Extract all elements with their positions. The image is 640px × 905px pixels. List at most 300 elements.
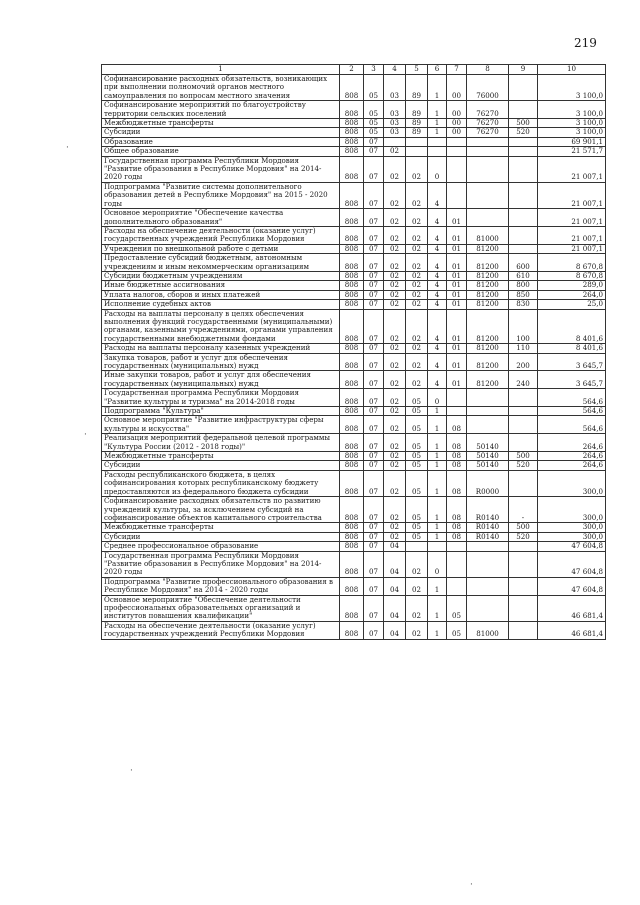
row-code: 500 bbox=[509, 523, 538, 532]
row-amount: 47 604,8 bbox=[538, 577, 606, 595]
row-code bbox=[467, 182, 509, 208]
table-row bbox=[102, 532, 606, 541]
row-code: 01 bbox=[447, 244, 467, 253]
row-code: 02 bbox=[406, 551, 428, 577]
row-code: 04 bbox=[384, 621, 406, 639]
row-code: 610 bbox=[509, 271, 538, 280]
row-code bbox=[509, 621, 538, 639]
table-row bbox=[102, 497, 606, 523]
row-code: 02 bbox=[384, 389, 406, 407]
row-code: 07 bbox=[364, 353, 384, 371]
row-amount: 264,0 bbox=[538, 290, 606, 299]
row-code: 08 bbox=[447, 497, 467, 523]
row-code: 04 bbox=[384, 551, 406, 577]
row-code: 1 bbox=[428, 577, 447, 595]
row-code: 520 bbox=[509, 461, 538, 470]
table-row bbox=[102, 416, 606, 434]
row-code: 05 bbox=[406, 407, 428, 416]
row-code: 100 bbox=[509, 309, 538, 344]
row-code: 808 bbox=[340, 226, 364, 244]
row-code: 81200 bbox=[467, 344, 509, 353]
row-code: 02 bbox=[406, 577, 428, 595]
row-code: 4 bbox=[428, 226, 447, 244]
column-header: 5 bbox=[406, 65, 428, 75]
row-code bbox=[467, 595, 509, 621]
row-code: 05 bbox=[406, 416, 428, 434]
table-row bbox=[102, 244, 606, 253]
row-code bbox=[467, 137, 509, 146]
row-code: 02 bbox=[406, 271, 428, 280]
row-code: 1 bbox=[428, 128, 447, 137]
row-code: 808 bbox=[340, 523, 364, 532]
row-code: 02 bbox=[384, 407, 406, 416]
row-code: 02 bbox=[384, 434, 406, 452]
row-code: 01 bbox=[447, 226, 467, 244]
row-code: 07 bbox=[364, 209, 384, 227]
row-code: 4 bbox=[428, 244, 447, 253]
row-code: 81000 bbox=[467, 621, 509, 639]
row-name: Иные бюджетные ассигнования bbox=[102, 281, 340, 290]
row-amount: 46 681,4 bbox=[538, 621, 606, 639]
row-name: Основное мероприятие "Развитие инфраструктуры сферы культуры и искусства" bbox=[102, 416, 340, 434]
row-code: 01 bbox=[447, 300, 467, 309]
scan-mark: · bbox=[84, 430, 87, 440]
row-code: 4 bbox=[428, 290, 447, 299]
table-row bbox=[102, 470, 606, 496]
row-code: 02 bbox=[384, 353, 406, 371]
row-code: 00 bbox=[447, 75, 467, 101]
row-code: 00 bbox=[447, 128, 467, 137]
row-code: 808 bbox=[340, 551, 364, 577]
row-code: 1 bbox=[428, 101, 447, 119]
row-code: 4 bbox=[428, 344, 447, 353]
budget-table bbox=[101, 64, 606, 640]
row-code: 1 bbox=[428, 497, 447, 523]
row-code: 01 bbox=[447, 309, 467, 344]
row-code: 4 bbox=[428, 300, 447, 309]
row-code: 1 bbox=[428, 407, 447, 416]
row-code: 808 bbox=[340, 128, 364, 137]
row-code: 05 bbox=[364, 119, 384, 128]
row-code: 05 bbox=[406, 452, 428, 461]
table-row bbox=[102, 119, 606, 128]
row-name: Подпрограмма "Развитие профессионального образования в Республике Мордовия" на 2014 - 2020 годы bbox=[102, 577, 340, 595]
row-code: 81200 bbox=[467, 300, 509, 309]
row-amount: 264,6 bbox=[538, 461, 606, 470]
row-amount: 300,0 bbox=[538, 497, 606, 523]
row-code: 07 bbox=[364, 271, 384, 280]
row-code: 81200 bbox=[467, 254, 509, 272]
row-code: 08 bbox=[447, 434, 467, 452]
table-row bbox=[102, 434, 606, 452]
row-code: 808 bbox=[340, 532, 364, 541]
row-code: 81200 bbox=[467, 371, 509, 389]
row-code: 05 bbox=[406, 461, 428, 470]
row-code bbox=[447, 407, 467, 416]
row-code: 08 bbox=[447, 470, 467, 496]
row-code: 02 bbox=[406, 371, 428, 389]
row-code: 07 bbox=[364, 416, 384, 434]
row-name: Образование bbox=[102, 137, 340, 146]
row-code: 4 bbox=[428, 309, 447, 344]
row-code: 01 bbox=[447, 281, 467, 290]
row-code: 07 bbox=[364, 577, 384, 595]
row-code: 02 bbox=[406, 244, 428, 253]
table-row bbox=[102, 209, 606, 227]
column-header: 9 bbox=[509, 65, 538, 75]
column-header: 10 bbox=[538, 65, 606, 75]
row-code: 1 bbox=[428, 470, 447, 496]
row-code: 81200 bbox=[467, 309, 509, 344]
row-amount: 21 007,1 bbox=[538, 244, 606, 253]
row-code: 808 bbox=[340, 621, 364, 639]
row-amount: 564,6 bbox=[538, 407, 606, 416]
row-code: 04 bbox=[384, 542, 406, 551]
row-code: 02 bbox=[384, 290, 406, 299]
row-code: 0 bbox=[428, 551, 447, 577]
row-code: 89 bbox=[406, 128, 428, 137]
row-code: 01 bbox=[447, 254, 467, 272]
row-code: 800 bbox=[509, 281, 538, 290]
row-code: 07 bbox=[364, 309, 384, 344]
row-code: 07 bbox=[364, 532, 384, 541]
table-row bbox=[102, 452, 606, 461]
row-code: 1 bbox=[428, 452, 447, 461]
row-code: 1 bbox=[428, 532, 447, 541]
row-code: 1 bbox=[428, 434, 447, 452]
row-code: 808 bbox=[340, 344, 364, 353]
row-code: 02 bbox=[384, 309, 406, 344]
row-code: R0000 bbox=[467, 470, 509, 496]
scan-mark: · bbox=[66, 143, 69, 153]
row-amount: 300,0 bbox=[538, 470, 606, 496]
table-row bbox=[102, 595, 606, 621]
row-code: 808 bbox=[340, 452, 364, 461]
row-code bbox=[428, 542, 447, 551]
row-code: 05 bbox=[447, 621, 467, 639]
row-amount: 47 604,8 bbox=[538, 551, 606, 577]
row-code: 01 bbox=[447, 353, 467, 371]
row-code: 08 bbox=[447, 523, 467, 532]
row-code: 07 bbox=[364, 470, 384, 496]
row-code: 02 bbox=[406, 621, 428, 639]
row-code: 50140 bbox=[467, 452, 509, 461]
row-code: 02 bbox=[384, 209, 406, 227]
table-row bbox=[102, 371, 606, 389]
row-amount: 25,0 bbox=[538, 300, 606, 309]
row-code bbox=[509, 595, 538, 621]
row-code: 03 bbox=[384, 119, 406, 128]
row-amount: 564,6 bbox=[538, 389, 606, 407]
row-code: 07 bbox=[364, 497, 384, 523]
row-code: 520 bbox=[509, 128, 538, 137]
table-row bbox=[102, 101, 606, 119]
row-code: 1 bbox=[428, 75, 447, 101]
row-code: 02 bbox=[384, 147, 406, 156]
row-code: 02 bbox=[384, 371, 406, 389]
row-code: 02 bbox=[384, 497, 406, 523]
row-code: R0140 bbox=[467, 497, 509, 523]
row-name: Учреждения по внешкольной работе с детьми bbox=[102, 244, 340, 253]
row-code: 81200 bbox=[467, 271, 509, 280]
row-code: 07 bbox=[364, 542, 384, 551]
row-code: 808 bbox=[340, 147, 364, 156]
row-code: 808 bbox=[340, 309, 364, 344]
row-code: 07 bbox=[364, 137, 384, 146]
row-code: 01 bbox=[447, 344, 467, 353]
scan-mark: · bbox=[130, 766, 133, 776]
row-code bbox=[509, 416, 538, 434]
row-amount: 46 681,4 bbox=[538, 595, 606, 621]
row-code: 81000 bbox=[467, 226, 509, 244]
row-amount: 3 645,7 bbox=[538, 371, 606, 389]
row-code: 808 bbox=[340, 353, 364, 371]
row-code: 02 bbox=[406, 344, 428, 353]
row-name: Закупка товаров, работ и услуг для обеспечения государственных (муниципальных) нужд bbox=[102, 353, 340, 371]
row-name: Государственная программа Республики Мордовия "Развитие образования в Республике Мордовия" на 2014-2020 годы bbox=[102, 551, 340, 577]
row-code: 02 bbox=[384, 244, 406, 253]
row-code: 07 bbox=[364, 389, 384, 407]
row-code: 808 bbox=[340, 244, 364, 253]
row-code: 05 bbox=[406, 470, 428, 496]
row-code bbox=[467, 416, 509, 434]
row-code bbox=[509, 182, 538, 208]
row-name: Подпрограмма "Культура" bbox=[102, 407, 340, 416]
row-code: 76000 bbox=[467, 75, 509, 101]
row-code: 03 bbox=[384, 101, 406, 119]
row-code: 808 bbox=[340, 497, 364, 523]
row-code: 808 bbox=[340, 271, 364, 280]
row-code: 02 bbox=[406, 254, 428, 272]
row-code bbox=[509, 156, 538, 182]
row-code: 07 bbox=[364, 290, 384, 299]
row-code: 07 bbox=[364, 621, 384, 639]
row-code bbox=[509, 542, 538, 551]
row-code: 07 bbox=[364, 156, 384, 182]
row-code: 808 bbox=[340, 209, 364, 227]
row-code: 02 bbox=[384, 156, 406, 182]
row-code: 05 bbox=[364, 128, 384, 137]
row-code: 00 bbox=[447, 101, 467, 119]
row-name: Среднее профессиональное образование bbox=[102, 542, 340, 551]
row-code: 07 bbox=[364, 281, 384, 290]
row-amount: 8 401,6 bbox=[538, 344, 606, 353]
table-row bbox=[102, 75, 606, 101]
row-code: 110 bbox=[509, 344, 538, 353]
row-name: Общее образование bbox=[102, 147, 340, 156]
row-code bbox=[428, 137, 447, 146]
row-code bbox=[447, 577, 467, 595]
row-code: - bbox=[509, 497, 538, 523]
row-code bbox=[467, 156, 509, 182]
row-code: 02 bbox=[406, 281, 428, 290]
table-row bbox=[102, 542, 606, 551]
row-code: 808 bbox=[340, 371, 364, 389]
table-row bbox=[102, 389, 606, 407]
row-code: 1 bbox=[428, 119, 447, 128]
row-code: 808 bbox=[340, 389, 364, 407]
table-row bbox=[102, 290, 606, 299]
row-code bbox=[509, 577, 538, 595]
row-name: Основное мероприятие "Обеспечение качества дополнительного образования" bbox=[102, 209, 340, 227]
row-code bbox=[467, 407, 509, 416]
row-code bbox=[447, 137, 467, 146]
row-code: 02 bbox=[406, 156, 428, 182]
row-code bbox=[509, 147, 538, 156]
row-code: 808 bbox=[340, 407, 364, 416]
row-code: R0140 bbox=[467, 532, 509, 541]
row-amount: 3 645,7 bbox=[538, 353, 606, 371]
row-code: 520 bbox=[509, 532, 538, 541]
row-name: Софинансирование мероприятий по благоустройству территории сельских поселений bbox=[102, 101, 340, 119]
row-code bbox=[447, 551, 467, 577]
row-code bbox=[447, 542, 467, 551]
table-row bbox=[102, 182, 606, 208]
table-row bbox=[102, 551, 606, 577]
row-code: 81200 bbox=[467, 353, 509, 371]
row-code: 76270 bbox=[467, 119, 509, 128]
table-row bbox=[102, 577, 606, 595]
row-name: Межбюджетные трансферты bbox=[102, 523, 340, 532]
row-code: 01 bbox=[447, 371, 467, 389]
row-code: 02 bbox=[384, 532, 406, 541]
row-name: Государственная программа Республики Мордовия "Развитие культуры и туризма" на 2014-2018 годы bbox=[102, 389, 340, 407]
row-code: 1 bbox=[428, 523, 447, 532]
row-amount: 21 007,1 bbox=[538, 156, 606, 182]
row-code: 02 bbox=[384, 523, 406, 532]
row-code: 808 bbox=[340, 75, 364, 101]
row-code: 4 bbox=[428, 281, 447, 290]
row-amount: 47 604,8 bbox=[538, 542, 606, 551]
table-row bbox=[102, 309, 606, 344]
row-code bbox=[509, 209, 538, 227]
row-code: 808 bbox=[340, 182, 364, 208]
row-code: 01 bbox=[447, 271, 467, 280]
header-row bbox=[102, 65, 606, 75]
row-name: Субсидии bbox=[102, 532, 340, 541]
row-amount: 8 670,8 bbox=[538, 254, 606, 272]
column-header: 1 bbox=[102, 65, 340, 75]
row-name: Подпрограмма "Развитие системы дополнительного образования детей в Республике Мордовия" на 2015 - 2020 годы bbox=[102, 182, 340, 208]
row-code: 1 bbox=[428, 461, 447, 470]
table-row bbox=[102, 407, 606, 416]
row-code: 07 bbox=[364, 461, 384, 470]
table-body bbox=[102, 75, 606, 640]
row-code: 89 bbox=[406, 75, 428, 101]
row-code: 07 bbox=[364, 300, 384, 309]
row-code: 02 bbox=[384, 452, 406, 461]
row-code: 808 bbox=[340, 137, 364, 146]
row-code: 02 bbox=[384, 254, 406, 272]
row-code: 02 bbox=[384, 461, 406, 470]
row-code: 08 bbox=[447, 461, 467, 470]
row-code: 01 bbox=[447, 290, 467, 299]
row-code: 02 bbox=[406, 353, 428, 371]
row-code: 50140 bbox=[467, 461, 509, 470]
row-amount: 69 901,1 bbox=[538, 137, 606, 146]
table-row bbox=[102, 137, 606, 146]
column-header: 4 bbox=[384, 65, 406, 75]
row-code: 808 bbox=[340, 542, 364, 551]
row-amount: 21 007,1 bbox=[538, 182, 606, 208]
row-code: 05 bbox=[447, 595, 467, 621]
row-code: 02 bbox=[406, 182, 428, 208]
row-code: R0140 bbox=[467, 523, 509, 532]
row-code: 07 bbox=[364, 226, 384, 244]
row-name: Субсидии бюджетным учреждениям bbox=[102, 271, 340, 280]
row-code: 500 bbox=[509, 452, 538, 461]
row-code: 07 bbox=[364, 407, 384, 416]
row-code: 02 bbox=[384, 182, 406, 208]
row-code: 808 bbox=[340, 254, 364, 272]
row-code: 05 bbox=[364, 75, 384, 101]
table-row bbox=[102, 271, 606, 280]
row-code: 1 bbox=[428, 595, 447, 621]
row-name: Софинансирование расходных обязательств по развитию учреждений культуры, за исключением субсидий на софинансирование объектов капитального строительства bbox=[102, 497, 340, 523]
row-code: 4 bbox=[428, 271, 447, 280]
row-code: 08 bbox=[447, 416, 467, 434]
table-row bbox=[102, 128, 606, 137]
row-code bbox=[509, 101, 538, 119]
row-code bbox=[447, 182, 467, 208]
row-name: Межбюджетные трансферты bbox=[102, 119, 340, 128]
row-amount: 300,0 bbox=[538, 532, 606, 541]
row-code: 08 bbox=[447, 532, 467, 541]
row-code: 89 bbox=[406, 101, 428, 119]
row-code: 81200 bbox=[467, 290, 509, 299]
row-code bbox=[509, 75, 538, 101]
row-code: 00 bbox=[447, 119, 467, 128]
row-code bbox=[447, 389, 467, 407]
row-code: 02 bbox=[406, 595, 428, 621]
row-code: 07 bbox=[364, 595, 384, 621]
row-name: Основное мероприятие "Обеспечение деятельности профессиональных образовательных организаций и институтов повышения квалификации" bbox=[102, 595, 340, 621]
row-name: Расходы на обеспечение деятельности (оказание услуг) государственных учреждений Республики Мордовия bbox=[102, 226, 340, 244]
column-header: 2 bbox=[340, 65, 364, 75]
row-code: 0 bbox=[428, 156, 447, 182]
row-code: 03 bbox=[384, 75, 406, 101]
row-code: 81200 bbox=[467, 244, 509, 253]
row-code: 02 bbox=[384, 300, 406, 309]
row-code: 1 bbox=[428, 621, 447, 639]
row-code: 808 bbox=[340, 300, 364, 309]
row-code: 808 bbox=[340, 119, 364, 128]
row-code bbox=[509, 434, 538, 452]
row-amount: 21 007,1 bbox=[538, 209, 606, 227]
row-amount: 3 100,0 bbox=[538, 128, 606, 137]
table-row bbox=[102, 461, 606, 470]
row-code bbox=[509, 389, 538, 407]
row-code: 200 bbox=[509, 353, 538, 371]
row-code: 05 bbox=[406, 497, 428, 523]
column-header: 7 bbox=[447, 65, 467, 75]
row-code bbox=[467, 209, 509, 227]
row-code: 07 bbox=[364, 452, 384, 461]
row-code: 808 bbox=[340, 434, 364, 452]
table-row bbox=[102, 156, 606, 182]
page-number: 219 bbox=[574, 36, 597, 50]
row-code bbox=[447, 147, 467, 156]
row-code: 850 bbox=[509, 290, 538, 299]
row-code: 02 bbox=[406, 300, 428, 309]
row-code bbox=[509, 407, 538, 416]
row-code: 4 bbox=[428, 254, 447, 272]
row-code: 02 bbox=[406, 209, 428, 227]
row-code: 01 bbox=[447, 209, 467, 227]
row-code: 07 bbox=[364, 523, 384, 532]
row-code: 76270 bbox=[467, 101, 509, 119]
row-code: 4 bbox=[428, 353, 447, 371]
